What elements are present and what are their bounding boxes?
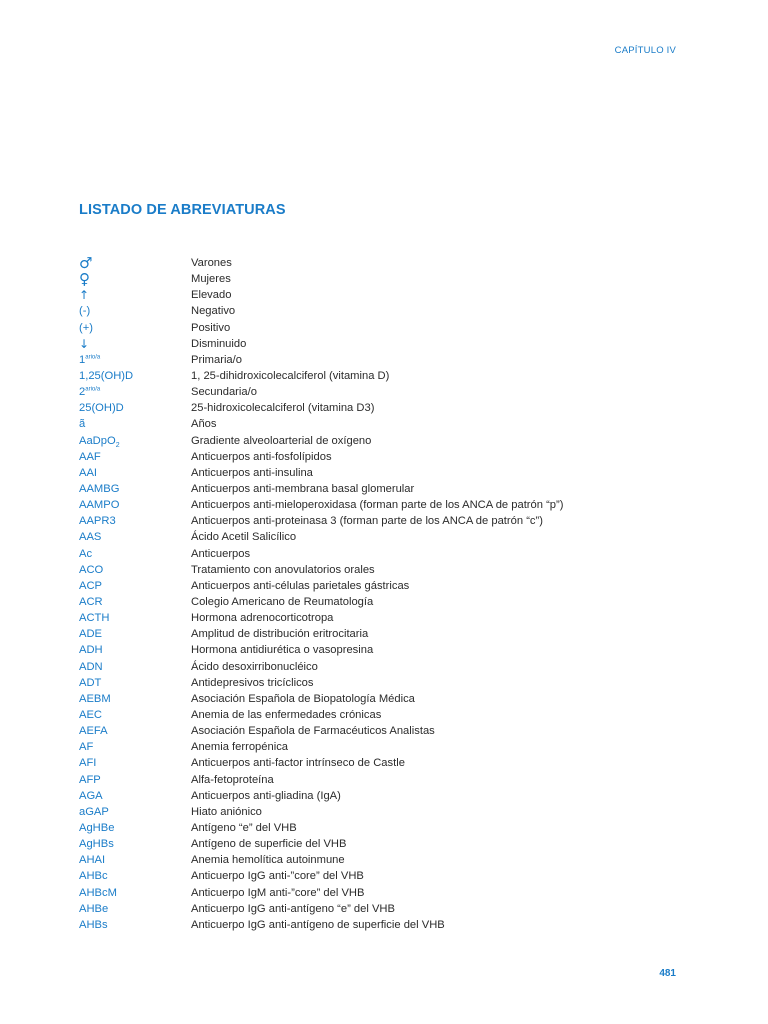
abbreviation-row: [79, 772, 699, 788]
abbreviation-term-text: ↑: [79, 288, 90, 303]
abbreviation-term-text: ♀: [79, 270, 90, 289]
abbreviation-definition: Ácido desoxirribonucléico: [191, 660, 318, 673]
abbreviation-definition: Colegio Americano de Reumatología: [191, 596, 374, 609]
abbreviation-definition: Anticuerpos anti-insulina: [191, 466, 313, 479]
abbreviation-term: [79, 774, 191, 786]
abbreviation-term: [79, 467, 191, 479]
abbreviation-term-text: AAI: [79, 466, 98, 479]
abbreviation-term-text: AF: [79, 741, 94, 754]
abbreviation-row: [79, 287, 699, 303]
abbreviation-term: [79, 418, 191, 430]
abbreviation-definition: 1, 25-dihidroxicolecalciferol (vitamina D): [191, 370, 390, 383]
abbreviation-term-subscript: 2: [115, 441, 120, 449]
abbreviation-row: [79, 884, 699, 900]
abbreviation-row: [79, 594, 699, 610]
abbreviation-term-text: AAF: [79, 450, 101, 463]
abbreviation-definition: Años: [191, 418, 217, 431]
page-number: 481: [659, 968, 676, 979]
abbreviation-row: [79, 271, 699, 287]
abbreviation-definition: Secundaria/o: [191, 386, 257, 399]
abbreviation-row: [79, 465, 699, 481]
abbreviation-term: [79, 499, 191, 511]
abbreviation-row: [79, 529, 699, 545]
abbreviation-term-text: ADN: [79, 660, 103, 673]
abbreviation-row: [79, 546, 699, 562]
abbreviation-definition: Anticuerpo IgG anti-”core” del VHB: [191, 870, 364, 883]
abbreviation-term-text: AHBs: [79, 918, 108, 931]
abbreviation-term-text: AgHBe: [79, 821, 115, 834]
abbreviation-term-text: AEFA: [79, 725, 108, 738]
abbreviation-term: [79, 531, 191, 543]
abbreviation-term-text: AHAI: [79, 854, 106, 867]
abbreviation-definition: Ácido Acetil Salicílico: [191, 531, 297, 544]
abbreviation-row: [79, 416, 699, 432]
abbreviation-term: [79, 596, 191, 608]
abbreviation-definition: Anticuerpos anti-factor intrínseco de Castle: [191, 757, 405, 770]
abbreviation-term: [79, 628, 191, 640]
abbreviation-term-text: ADE: [79, 628, 103, 641]
abbreviation-definition: Gradiente alveoloarterial de oxígeno: [191, 434, 372, 447]
abbreviation-definition: Antígeno de superficie del VHB: [191, 838, 347, 851]
abbreviation-term: [79, 451, 191, 463]
abbreviation-term: [79, 322, 191, 334]
abbreviation-term-text: AHBcM: [79, 886, 117, 899]
abbreviation-term-superscript: ario/a: [85, 354, 101, 361]
abbreviation-term-text: AHBe: [79, 902, 109, 915]
abbreviation-row: [79, 303, 699, 319]
abbreviation-definition: Anticuerpos anti-gliadina (IgA): [191, 789, 341, 802]
abbreviation-term-text: ACR: [79, 596, 103, 609]
abbreviation-term-text: ACTH: [79, 612, 110, 625]
abbreviation-term-text: ↓: [79, 336, 90, 351]
abbreviation-row: [79, 901, 699, 917]
abbreviation-row: [79, 659, 699, 675]
abbreviation-row: [79, 755, 699, 771]
abbreviation-term: [79, 386, 191, 398]
abbreviation-term: [79, 435, 191, 447]
abbreviation-row: [79, 820, 699, 836]
abbreviation-term: [79, 741, 191, 753]
abbreviation-row: [79, 384, 699, 400]
abbreviation-row: [79, 788, 699, 804]
abbreviation-definition: Anemia hemolítica autoinmune: [191, 854, 345, 867]
abbreviation-row: [79, 255, 699, 271]
abbreviation-definition: Amplitud de distribución eritrocitaria: [191, 628, 369, 641]
abbreviation-definition: Anticuerpo IgG anti-antígeno de superficie del VHB: [191, 918, 445, 931]
abbreviation-definition: Alfa-fetoproteína: [191, 773, 274, 786]
abbreviation-term: [79, 288, 191, 302]
abbreviation-definition: Disminuido: [191, 337, 247, 350]
abbreviation-term-text: aGAP: [79, 805, 109, 818]
abbreviation-term-text: ♂: [79, 254, 93, 273]
section-title: LISTADO DE ABREVIATURAS: [79, 202, 286, 218]
abbreviation-row: [79, 917, 699, 933]
abbreviation-row: [79, 804, 699, 820]
abbreviation-term: [79, 709, 191, 721]
abbreviation-row: [79, 868, 699, 884]
abbreviation-term: [79, 612, 191, 624]
abbreviation-definition: Anemia de las enfermedades crónicas: [191, 709, 382, 721]
abbreviation-definition: Anticuerpo IgM anti-”core” del VHB: [191, 886, 365, 899]
abbreviation-term: [79, 757, 191, 769]
abbreviation-row: [79, 449, 699, 465]
abbreviation-term: [79, 548, 191, 560]
abbreviation-term-text: 25(OH)D: [79, 402, 124, 415]
abbreviation-row: [79, 723, 699, 739]
abbreviation-definition: Anticuerpos anti-células parietales gástricas: [191, 579, 410, 592]
abbreviation-definition: Anticuerpos: [191, 547, 251, 560]
abbreviation-term: [79, 838, 191, 850]
abbreviation-row: [79, 675, 699, 691]
abbreviation-term-text: AFI: [79, 757, 97, 770]
abbreviation-term-text: AEBM: [79, 692, 111, 705]
abbreviation-term-text: (+): [79, 321, 93, 334]
abbreviation-definition: Negativo: [191, 305, 236, 318]
abbreviation-term: [79, 677, 191, 689]
abbreviation-definition: Asociación Española de Farmacéuticos Analistas: [191, 725, 435, 738]
abbreviation-definition: Tratamiento con anovulatorios orales: [191, 563, 375, 576]
abbreviation-row: [79, 707, 699, 723]
abbreviation-row: [79, 562, 699, 578]
abbreviation-definition: Anticuerpos anti-mieloperoxidasa (forman parte de los ANCA de patrón “p”): [191, 499, 564, 512]
abbreviation-term: [79, 790, 191, 802]
abbreviation-term-text: 1: [79, 353, 86, 366]
abbreviation-row: [79, 481, 699, 497]
abbreviation-definition: Mujeres: [191, 273, 231, 286]
abbreviation-term: [79, 370, 191, 382]
abbreviation-term-text: ACO: [79, 563, 104, 576]
abbreviation-term-text: (-): [79, 305, 91, 318]
abbreviation-term: [79, 661, 191, 673]
abbreviation-term-text: AAMPO: [79, 499, 120, 512]
abbreviation-row: [79, 400, 699, 416]
abbreviation-term-text: AEC: [79, 709, 103, 721]
abbreviation-term: [79, 270, 191, 288]
abbreviation-row: [79, 691, 699, 707]
abbreviation-term-superscript: ario/a: [85, 386, 101, 393]
abbreviation-definition: Positivo: [191, 321, 231, 334]
abbreviation-term: [79, 564, 191, 576]
abbreviation-row: [79, 320, 699, 336]
abbreviation-row: [79, 336, 699, 352]
abbreviation-row: [79, 513, 699, 529]
abbreviation-definition: Antidepresivos tricíclicos: [191, 676, 314, 689]
abbreviation-term: [79, 305, 191, 317]
abbreviation-term-text: AgHBs: [79, 838, 114, 851]
abbreviation-row: [79, 626, 699, 642]
abbreviation-term: [79, 870, 191, 882]
abbreviation-term: [79, 822, 191, 834]
abbreviation-term-text: ACP: [79, 579, 103, 592]
abbreviation-definition: Elevado: [191, 289, 232, 302]
abbreviation-definition: 25-hidroxicolecalciferol (vitamina D3): [191, 402, 375, 415]
abbreviation-row: [79, 433, 699, 449]
abbreviation-row: [79, 578, 699, 594]
abbreviation-term-text: AaDpO: [79, 434, 116, 447]
abbreviation-term: [79, 580, 191, 592]
abbreviation-definition: Anemia ferropénica: [191, 741, 289, 754]
abbreviation-definition: Varones: [191, 257, 232, 270]
abbreviation-row: [79, 368, 699, 384]
abbreviation-definition: Anticuerpos anti-proteinasa 3 (forman parte de los ANCA de patrón “c”): [191, 515, 543, 528]
abbreviation-term: [79, 483, 191, 495]
abbreviation-definition: Antígeno “e” del VHB: [191, 821, 297, 834]
abbreviation-term: [79, 515, 191, 527]
abbreviation-row: [79, 836, 699, 852]
abbreviation-term-text: ADT: [79, 676, 102, 689]
abbreviation-term-text: ADH: [79, 644, 103, 657]
abbreviation-term-text: AAS: [79, 531, 102, 544]
abbreviation-term: [79, 644, 191, 656]
abbreviation-term: [79, 887, 191, 899]
abbreviation-row: [79, 642, 699, 658]
abbreviation-term: [79, 903, 191, 915]
abbreviation-term-text: AAMBG: [79, 483, 120, 496]
abbreviation-row: [79, 352, 699, 368]
abbreviation-term: [79, 725, 191, 737]
abbreviation-term-text: 2: [79, 386, 86, 399]
abbreviation-term: [79, 337, 191, 351]
abbreviation-definition: Anticuerpos anti-membrana basal glomerular: [191, 483, 415, 496]
abbreviation-row: [79, 852, 699, 868]
abbreviation-definition: Primaria/o: [191, 353, 242, 366]
abbreviation-term-text: AAPR3: [79, 515, 116, 528]
abbreviation-definition: Anticuerpo IgG anti-antígeno “e” del VHB: [191, 902, 395, 915]
abbreviation-term: [79, 919, 191, 931]
abbreviation-term: [79, 354, 191, 366]
abbreviation-term-text: Ac: [79, 547, 93, 560]
abbreviation-term: [79, 693, 191, 705]
abbreviation-term-text: 1,25(OH)D: [79, 370, 134, 383]
abbreviation-definition: Hormona antidiurética o vasopresina: [191, 644, 374, 657]
abbreviation-term-text: AHBc: [79, 870, 108, 883]
abbreviation-term: [79, 854, 191, 866]
abbreviation-definition: Asociación Española de Biopatología Médica: [191, 692, 415, 705]
abbreviation-list: [79, 255, 699, 933]
abbreviation-term: [79, 402, 191, 414]
abbreviation-definition: Hormona adrenocorticotropa: [191, 612, 334, 625]
abbreviation-definition: Hiato aniónico: [191, 805, 262, 818]
abbreviation-term-text: ã: [79, 418, 86, 431]
chapter-header: CAPÍTULO IV: [614, 45, 676, 56]
abbreviation-term: [79, 806, 191, 818]
abbreviation-row: [79, 739, 699, 755]
abbreviation-row: [79, 610, 699, 626]
abbreviation-term-text: AGA: [79, 789, 103, 802]
abbreviation-definition: Anticuerpos anti-fosfolípidos: [191, 450, 332, 463]
abbreviation-row: [79, 497, 699, 513]
abbreviation-term-text: AFP: [79, 773, 101, 786]
